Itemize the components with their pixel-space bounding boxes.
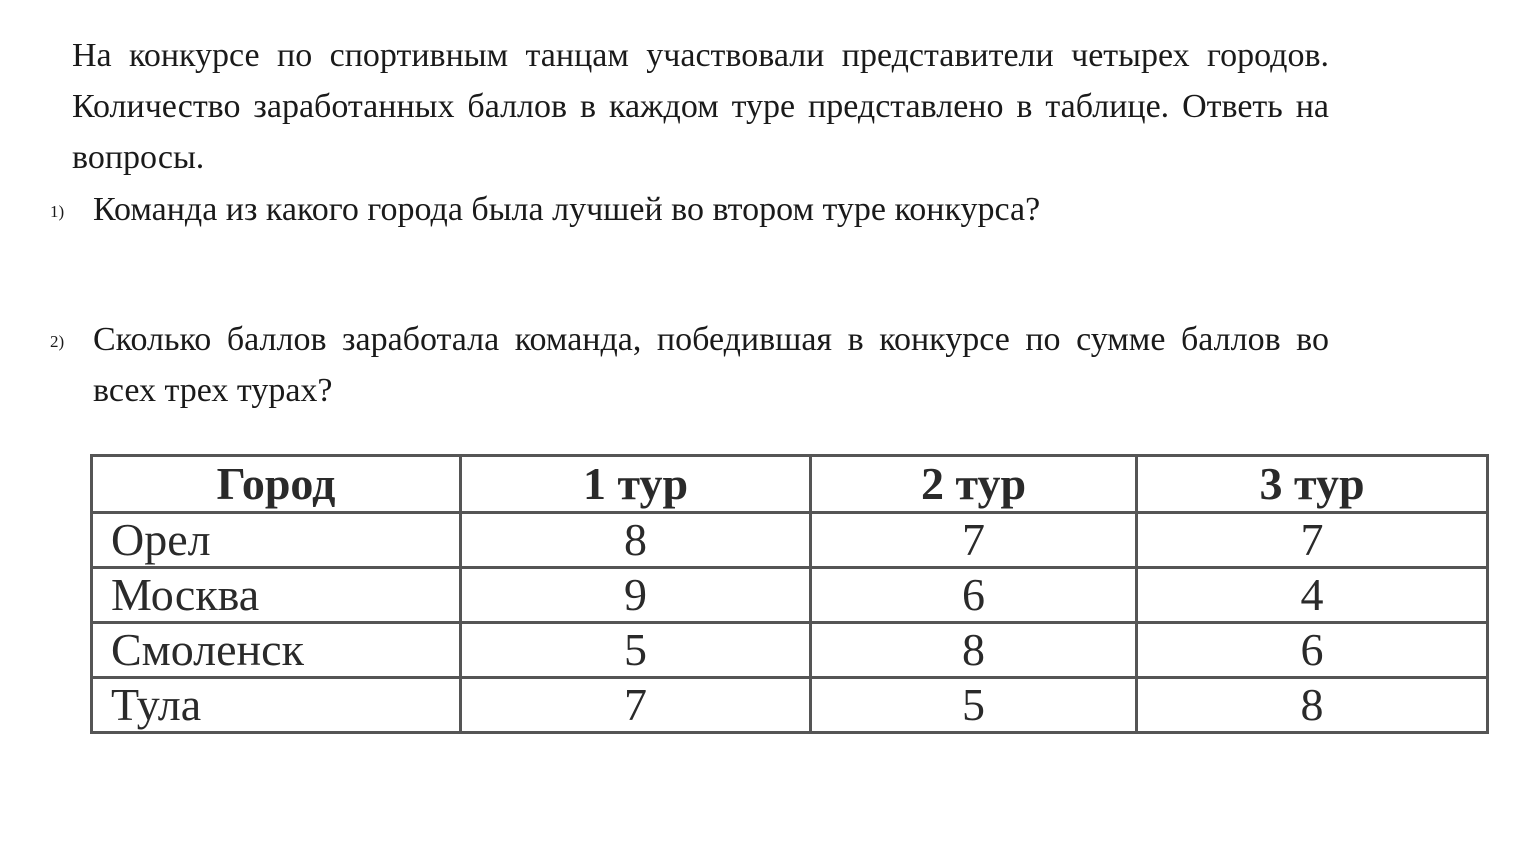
city-cell: Тула <box>92 678 461 733</box>
score-cell: 8 <box>1137 678 1488 733</box>
header-round-3: 3 тур <box>1137 456 1488 513</box>
city-cell: Смоленск <box>92 623 461 678</box>
score-cell: 5 <box>461 623 811 678</box>
city-cell: Орел <box>92 513 461 568</box>
score-cell: 5 <box>811 678 1137 733</box>
table-row <box>92 568 1488 623</box>
header-round-1: 1 тур <box>461 456 811 513</box>
score-cell: 6 <box>1137 623 1488 678</box>
score-cell: 7 <box>811 513 1137 568</box>
question-1-number: 1) <box>50 202 65 221</box>
score-cell: 4 <box>1137 568 1488 623</box>
city-cell: Москва <box>92 568 461 623</box>
question-2-number: 2) <box>50 332 65 351</box>
table-row <box>92 513 1488 568</box>
score-cell: 6 <box>811 568 1137 623</box>
table-row <box>92 678 1488 733</box>
header-round-2: 2 тур <box>811 456 1137 513</box>
score-cell: 7 <box>1137 513 1488 568</box>
scores-table <box>90 454 1489 734</box>
table-row <box>92 623 1488 678</box>
question-1 <box>50 184 1329 237</box>
score-cell: 8 <box>811 623 1137 678</box>
header-city: Город <box>92 456 461 513</box>
question-1-text: Команда из какого города была лучшей во втором туре конкурса? <box>93 191 1041 228</box>
score-cell: 7 <box>461 678 811 733</box>
table-header-row <box>92 456 1488 513</box>
question-2-text: Сколько баллов заработала команда, победившая в конкурсе по сумме баллов во всех трех турах? <box>93 321 1329 409</box>
intro-paragraph: На конкурсе по спортивным танцам участвовали представители четырех городов. Количество заработанных баллов в каждом туре представлено в таблице. Ответь на вопросы. <box>72 37 1329 176</box>
score-cell: 8 <box>461 513 811 568</box>
question-2 <box>50 314 1329 416</box>
score-cell: 9 <box>461 568 811 623</box>
